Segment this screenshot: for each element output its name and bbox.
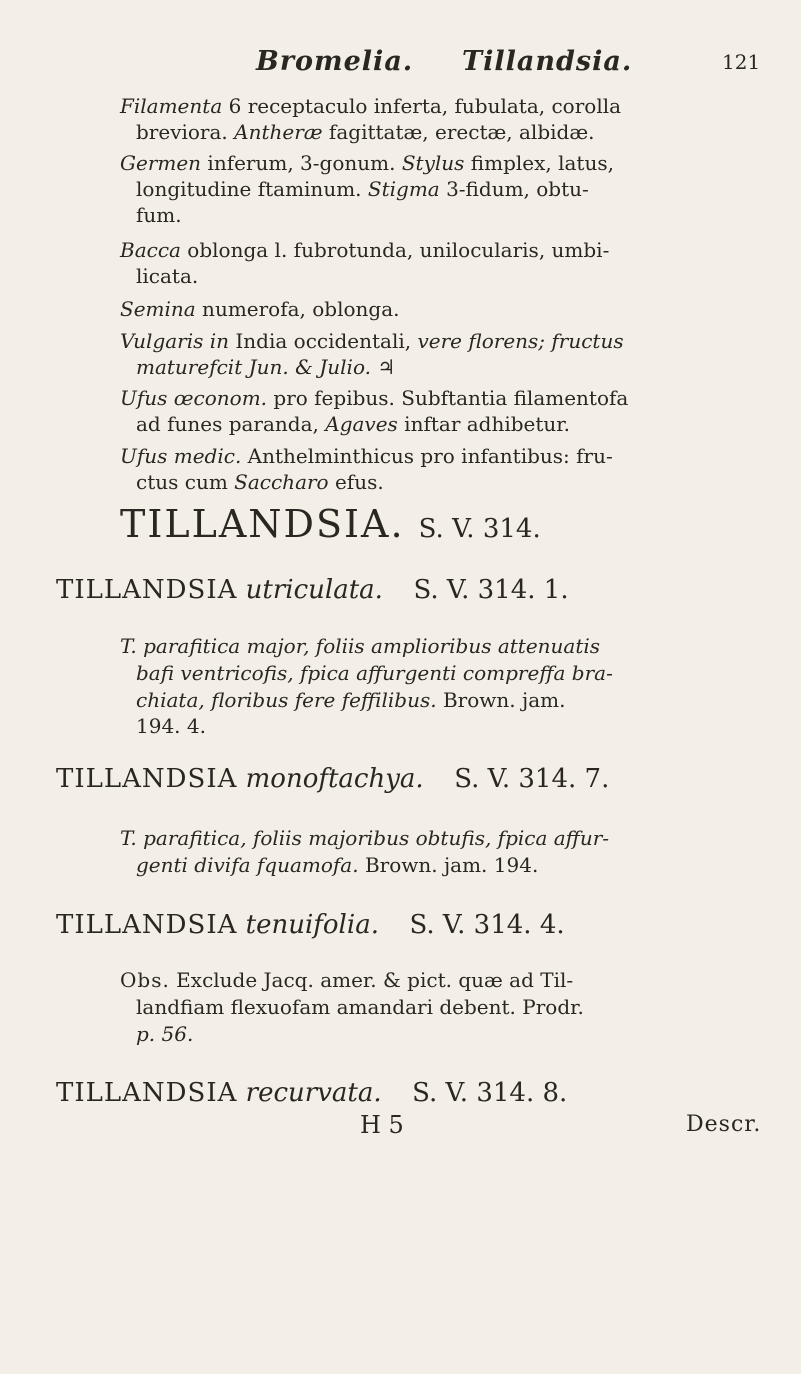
text-semina: numerofa, oblonga. [195, 297, 400, 321]
term-germen: Germen [120, 151, 202, 175]
semina-line [120, 296, 400, 322]
text-usus-medic-post: efus. [328, 470, 384, 494]
species-ref: S. V. 314. 7. [454, 764, 610, 794]
term-antherae: Antheræ [234, 120, 323, 144]
text-stylus-cont: longitudine ftaminum. [136, 177, 362, 201]
species-diagnosis-line: bafi ventricofis, fpica affurgenti compreffa bra- [136, 661, 613, 685]
observation-line [120, 967, 573, 993]
term-agaves: Agaves [325, 412, 398, 436]
observation-line: landfiam flexuofam amandari debent. Prodr. [136, 995, 584, 1019]
usus-oeconom-line [120, 385, 628, 411]
text-usus-oeconom: pro fepibus. Subftantia filamentofa [267, 386, 629, 410]
species-ref: S. V. 314. 8. [412, 1078, 568, 1108]
text-stigma: 3-fidum, obtu- [439, 177, 589, 201]
species-genus: TILLANDSIA [56, 764, 238, 794]
filamenta-line [120, 93, 621, 119]
usus-oeconom-cont-line [136, 411, 570, 437]
observation-line: p. 56. [136, 1022, 194, 1046]
species-diagnosis-line [136, 687, 565, 713]
species-heading-monostachya [56, 766, 609, 792]
term-filamenta: Filamenta [120, 94, 223, 118]
header-title-left: Bromelia. [256, 46, 414, 77]
filamenta-antherae-line [136, 119, 594, 145]
species-citation: Brown. jam. [442, 688, 566, 712]
species-epithet: monoftachya. [245, 764, 424, 794]
stigma-cont-line: fum. [136, 203, 182, 227]
species-heading-tenuifolia [56, 912, 565, 938]
text-vulgaris: India occidentali, [229, 329, 418, 353]
term-usus-medic: Ufus medic. [120, 444, 242, 468]
species-diagnosis-text: chiata, floribus fere feffilibus. [136, 688, 443, 712]
genus-ref: S. V. 314. [418, 514, 541, 544]
text-usus-oeconom-pre: ad funes paranda, [136, 412, 326, 436]
species-diagnosis-line [136, 852, 538, 878]
term-saccharo: Saccharo [234, 470, 329, 494]
text-usus-medic-pre: ctus cum [136, 470, 235, 494]
species-genus: TILLANDSIA [56, 1078, 238, 1108]
text-filamenta: 6 receptaculo inferta, fubulata, corolla [222, 94, 622, 118]
term-bacca: Bacca [120, 238, 181, 262]
obs-text: Exclude Jacq. amer. & pict. quæ ad Til- [169, 968, 574, 992]
species-heading-utriculata [56, 577, 569, 603]
text-vulgaris-tail: vere florens; fructus [417, 329, 624, 353]
text-germen: inferum, 3-gonum. [201, 151, 396, 175]
term-stylus: Stylus [401, 151, 465, 175]
text-usus-oeconom-post: inftar adhibetur. [397, 412, 571, 436]
bacca-cont-line: licata. [136, 264, 199, 288]
text-usus-medic: Anthelminthicus pro infantibus: fru- [241, 444, 613, 468]
usus-medic-cont-line [136, 469, 384, 495]
text-antherae: fagittatæ, erectæ, albidæ. [322, 120, 595, 144]
species-epithet: utriculata. [245, 575, 383, 605]
text-stylus: fimplex, latus, [464, 151, 614, 175]
species-genus: TILLANDSIA [56, 910, 238, 940]
germen-line [120, 150, 614, 176]
species-epithet: tenuifolia. [245, 910, 379, 940]
species-diagnosis-line: T. parafitica, foliis majoribus obtufis, fpica affur- [120, 826, 610, 850]
species-ref: S. V. 314. 1. [413, 575, 569, 605]
species-diagnosis-text: genti divifa fquamofa. [136, 853, 365, 877]
term-vulgaris: Vulgaris in [120, 329, 230, 353]
stylus-stigma-line [136, 176, 589, 202]
vulgaris-line [120, 328, 624, 354]
obs-label: Obs. [120, 968, 170, 992]
running-header [256, 46, 632, 77]
species-citation: Brown. jam. 194. [364, 853, 539, 877]
species-epithet: recurvata. [245, 1078, 382, 1108]
signature-mark: H 5 [360, 1111, 404, 1139]
species-diagnosis-line: T. parafitica major, foliis amplioribus attenuatis [120, 634, 601, 658]
genus-heading [120, 502, 541, 546]
term-stigma: Stigma [367, 177, 440, 201]
bacca-line [120, 237, 609, 263]
species-ref: S. V. 314. 4. [409, 910, 565, 940]
usus-medic-line [120, 443, 613, 469]
catchword: Descr. [686, 1112, 762, 1137]
term-semina: Semina [120, 297, 196, 321]
text-filamenta-cont: breviora. [136, 120, 228, 144]
species-heading-recurvata [56, 1080, 567, 1106]
header-title-right: Tillandsia. [462, 46, 633, 77]
page-number: 121 [722, 50, 761, 74]
species-genus: TILLANDSIA [56, 575, 238, 605]
vulgaris-cont-line: maturefcit Jun. & Julio. ♃ [136, 355, 396, 379]
text-bacca: oblonga l. fubrotunda, unilocularis, umbi- [180, 238, 610, 262]
species-citation-cont: 194. 4. [136, 714, 206, 738]
genus-name: TILLANDSIA. [120, 502, 405, 546]
term-usus-oeconom: Ufus œconom. [120, 386, 268, 410]
